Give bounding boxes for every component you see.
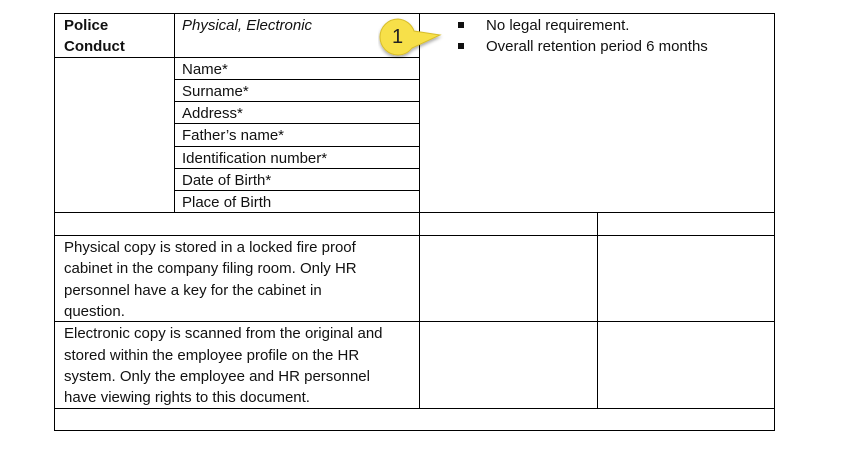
field-divider xyxy=(174,146,420,147)
storage-physical-line: Physical copy is stored in a locked fire proof xyxy=(64,239,356,256)
format-cell: Physical, Electronic xyxy=(182,17,313,34)
category-line-2: Conduct xyxy=(64,38,125,55)
field-address: Address* xyxy=(182,105,243,122)
storage-electronic-line: Electronic copy is scanned from the original and xyxy=(64,325,383,342)
table-row-divider xyxy=(54,235,775,236)
table-border-top xyxy=(54,13,775,14)
column-divider xyxy=(597,212,598,409)
bullet-icon xyxy=(458,43,464,49)
callout-number: 1 xyxy=(392,26,404,48)
bullet-icon xyxy=(458,22,464,28)
table-row-divider xyxy=(54,321,775,322)
column-divider xyxy=(419,13,420,409)
table-row-divider xyxy=(54,212,775,213)
field-fathers-name: Father’s name* xyxy=(182,127,284,144)
table-border-bottom xyxy=(54,430,775,431)
callout-icon xyxy=(378,17,448,59)
retention-item: Overall retention period 6 months xyxy=(486,38,708,55)
table-row-divider xyxy=(54,408,775,409)
field-identification-number: Identification number* xyxy=(182,150,328,167)
field-surname: Surname* xyxy=(182,83,249,100)
column-divider xyxy=(174,13,175,213)
field-place-of-birth: Place of Birth xyxy=(182,194,272,211)
field-date-of-birth: Date of Birth* xyxy=(182,172,272,189)
callout-marker[interactable] xyxy=(378,17,422,55)
storage-physical-line: cabinet in the company filing room. Only HR xyxy=(64,260,357,277)
storage-physical-line: question. xyxy=(64,303,125,320)
storage-electronic-line: have viewing rights to this document. xyxy=(64,389,310,406)
retention-item: No legal requirement. xyxy=(486,17,630,34)
storage-electronic-line: system. Only the employee and HR personnel xyxy=(64,368,370,385)
category-line-1: Police xyxy=(64,17,109,34)
table-border-left xyxy=(54,13,55,431)
table-row-divider xyxy=(54,57,420,58)
field-name: Name* xyxy=(182,61,228,78)
table-border-right xyxy=(774,13,775,431)
storage-physical-line: personnel have a key for the cabinet in xyxy=(64,282,322,299)
storage-electronic-line: stored within the employee profile on the HR xyxy=(64,347,360,364)
